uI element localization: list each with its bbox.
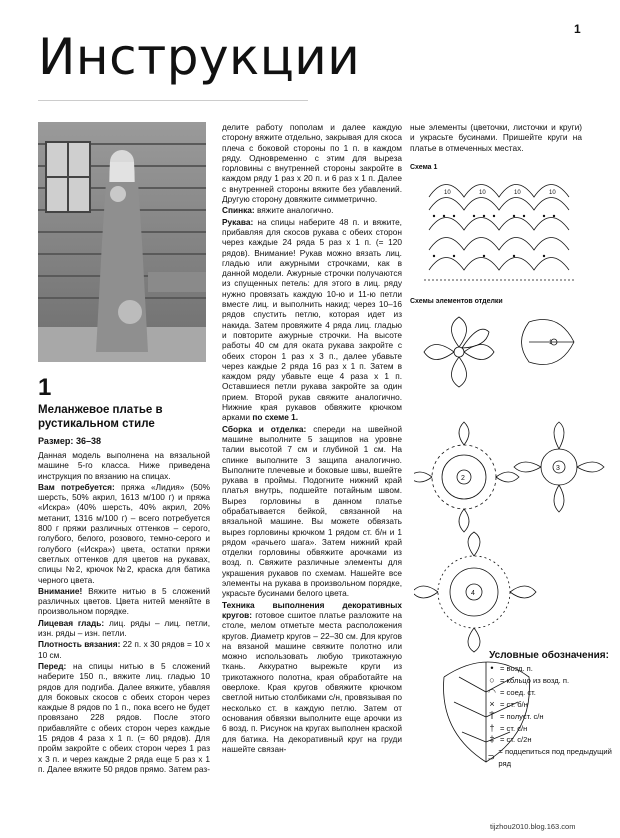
technique-text: готовое сшитое платье разложите на столе, мелом отметьте места расположения кругов. Диаметр кругов – 22–30 см. Для кругов на вязаной машине свяжите полотно или можно использовать любую трикотажную ткань. Аккуратно вырежьте круги из трикотажного полотна, края обработайте на оверлоке. Края кругов обвяжите крючком светлой нитью столбиками с/н, провязывая по несколько ст. в каждую петлю. Затем от основания обвязки выполните еще арочки из 6 возд. п. Рисунок на кругах выполнен краской для батика. На декоративный круг на груди нашейте связан-	[222, 609, 402, 754]
sleeves-text: на спицы наберите 48 п. и вяжите, прибавляя для скосов рукава с обеих сторон через каждые 24 ряда 5 раз х 1 п. (= 120 рядов). Внимание! Рукав можно вязать лиц. гладью или ажурными строчками, как в данной модели. Ажурные строчки получаются из спущенных петель: для этого в лиц. ряду нужно провязать каждую 10-ю и 11-ю петли вместе лиц. и выполнить накид; через 10–16 рядов спустить петлю, которая идет из накида. Затем провяжите 4 ряда лиц. гладью и повторите ажурные строчки. На высоте работы 40 см для оката рукава закройте с обеих сторон 1 раз х 3 п., далее убавьте через каждые 2 ряда 16 раз х 1 п. Затем в каждом ряду убавьте еще 4 раза х 1 п. Оставшиеся петли рукава закройте за один прием. Второй рукав свяжите аналогично. Нижние края рукавов обвяжите крючком арками	[222, 216, 402, 423]
element-number-3: 3	[556, 465, 560, 472]
legend-text: = подцепиться под предыдущий ряд	[498, 747, 612, 769]
legend-item	[484, 746, 614, 770]
attention-label: Внимание!	[38, 585, 83, 596]
front-label: Перед:	[38, 660, 67, 671]
legend-text: = ст. с/2н	[500, 735, 532, 745]
legend	[484, 650, 614, 770]
front-text: на спицы нитью в 5 сложений наберите 150 п., вяжите лиц. гладью 10 рядов для подгиба. Далее вяжите, убавляя для боковых скосов с обеих сторон через каждые 8 рядов по 1 п., пока всего не будет провязано 228 рядов. После этого прибавляйте с обеих сторон через каждые 15 рядов 4 раза х 1 п. (= 60 рядов). Для пройм закройте с обеих сторон через 1 раз х 3 п. и через каждые 2 ряда еще 5 раз х 1 п. Далее вяжите 50 рядов прямо. Затем раз-	[38, 660, 210, 774]
technique-label: Техника выполнения декоративных кругов:	[222, 599, 402, 620]
attention-paragraph	[38, 586, 210, 617]
instructions-column-3	[410, 122, 582, 154]
sleeves-paragraph	[222, 217, 402, 423]
legend-text: = ст. с/н	[500, 723, 528, 733]
schema-1-label: Схема 1	[410, 164, 438, 171]
element-number-1: 1	[549, 340, 553, 346]
back-paragraph	[222, 205, 402, 215]
legend-title: Условные обозначения:	[489, 650, 609, 661]
model-photo-illustration	[38, 122, 206, 362]
legend-symbol: ‡	[489, 734, 495, 745]
element-flower-1	[424, 317, 494, 387]
legend-text: = соед. ст.	[500, 687, 536, 697]
schema-1-number-b: 10	[479, 190, 486, 196]
schema-1-number-c: 10	[514, 190, 521, 196]
schema-1-stitch-marks	[433, 215, 555, 257]
legend-symbol: ×	[489, 698, 495, 709]
technique-paragraph	[222, 600, 402, 754]
size-line	[38, 436, 101, 446]
legend-text: = возд. п.	[500, 664, 533, 673]
schema-1-number-a: 10	[444, 190, 451, 196]
legend-symbol: Ṫ	[489, 710, 495, 721]
stitch-paragraph	[38, 618, 210, 639]
page-number: 1	[574, 22, 581, 36]
watermark: tijzhou2010.blog.163.com	[490, 822, 576, 831]
legend-item	[484, 711, 614, 723]
legend-text: = ст. б/н	[500, 699, 528, 709]
model-title: Меланжевое платье в рустикальном стиле	[38, 404, 163, 430]
legend-item	[484, 663, 614, 675]
gauge-label: Плотность вязания:	[38, 639, 121, 650]
schema-elements-label: Схемы элементов отделки	[410, 298, 503, 305]
model-number: 1	[38, 374, 52, 401]
front-paragraph	[38, 661, 210, 774]
legend-symbol: ◠	[488, 686, 496, 697]
legend-symbol: ○	[489, 674, 495, 685]
legend-item	[484, 734, 614, 746]
legend-item	[484, 687, 614, 699]
legend-text: = кольцо из возд. п.	[500, 675, 570, 685]
gauge-paragraph	[38, 639, 210, 660]
element-flower-2	[414, 422, 519, 532]
legend-item	[484, 675, 614, 687]
element-leaf-1	[522, 320, 575, 365]
schema-1-arches	[424, 185, 574, 281]
instructions-column-2	[222, 122, 402, 755]
element-number-4: 4	[471, 590, 475, 597]
size-value: 36–38	[75, 436, 101, 446]
gauge-text: 22 п. х 30 рядов = 10 х 10 см.	[38, 639, 211, 660]
assembly-label: Сборка и отделка:	[222, 423, 307, 434]
stitch-text: лиц. ряды – лиц. петли, изн. ряды – изн. петли.	[38, 617, 211, 639]
intro-paragraph: Данная модель выполнена на вязальной машине 5-го класса. Ниже приведена инструкция по вязанию на спицах.	[38, 450, 210, 481]
legend-symbol: ⊃	[487, 752, 495, 763]
back-label: Спинка:	[222, 205, 255, 216]
size-label: Размер:	[38, 436, 74, 446]
element-number-2: 2	[461, 475, 465, 482]
legend-symbol: •	[490, 663, 494, 673]
sleeves-label: Рукава:	[222, 216, 254, 227]
legend-item	[484, 699, 614, 711]
title-rule	[38, 100, 308, 101]
materials-text: пряжа «Лидия» (50% шерсть, 50% акрил, 1613 м/100 г) и пряжа «Искра» (40% шерсть, 40% акрил, 20% метанит, 1316 м/100 г) – всего потребуется 800 г пряжи различных оттенков – серого, голубого, белого, розового, темно-серого и голубого («Искра») цвета, остатки пряжи светлых оттенков для цветов на рукавах, спицы №2, крючок №2, краска для батика черного цвета.	[38, 481, 210, 585]
attention-text: Вяжите нитью в 5 сложений различных цветов. Цвета нитей меняйте в произвольном порядке.	[38, 585, 210, 617]
element-flower-4	[414, 532, 536, 652]
sleeves-scheme-ref: по схеме 1.	[252, 412, 299, 423]
model-photo	[38, 122, 206, 362]
legend-item	[484, 723, 614, 735]
page-title: Инструкции	[38, 28, 361, 86]
legend-symbol: †	[489, 722, 495, 733]
legend-text: = полуст. с/н	[500, 711, 544, 721]
assembly-text: спереди на швейной машине выполните 5 защипов на уровне талии высотой 7 см и глубиной 1 см. На спинке выполните 3 защипа аналогично. Выполните плечевые и боковые швы, вшейте рукава в проймы. Подогните нижний край платья внутрь, подшейте потайным швом. Вырез горловины в данном платье обрабатывается бейкой, связанной на вязальной машине. Вы можете обвязать вырез горловины крючком 1 рядом ст. б/н и 1 рядом «рачьего шага». Затем нижний край отделки горловины обвяжите арочками из возд. п. Свяжите различные элементы для украшения рукавов по схемам. Нашейте все элементы на рукава в произвольном порядке, украсьте бусинами белого цвета.	[222, 423, 402, 599]
materials-paragraph	[38, 482, 210, 585]
instructions-column-1	[38, 450, 210, 775]
back-text: вяжите аналогично.	[256, 205, 334, 216]
column3-paragraph: ные элементы (цветочки, листочки и круги) и украсьте бусинами. Пришейте круги на платье в отмеченных местах.	[410, 122, 582, 153]
materials-label: Вам потребуется:	[38, 481, 115, 492]
front-continued-paragraph: делите работу пополам и далее каждую сторону вяжите отдельно, закрывая для скоса плеча с боковой стороны по 1 п. в каждом ряду. Одновременно с этим для выреза горловины с внутренней стороны закройте в каждом ряду 1 раз х 20 п. и 6 раз х 1 п. Далее с внутренней стороны вяжите без убавлений. Другую сторону довяжите симметрично.	[222, 122, 402, 205]
schema-1-number-d: 10	[549, 190, 556, 196]
stitch-label: Лицевая гладь:	[38, 617, 105, 628]
assembly-paragraph	[222, 424, 402, 599]
